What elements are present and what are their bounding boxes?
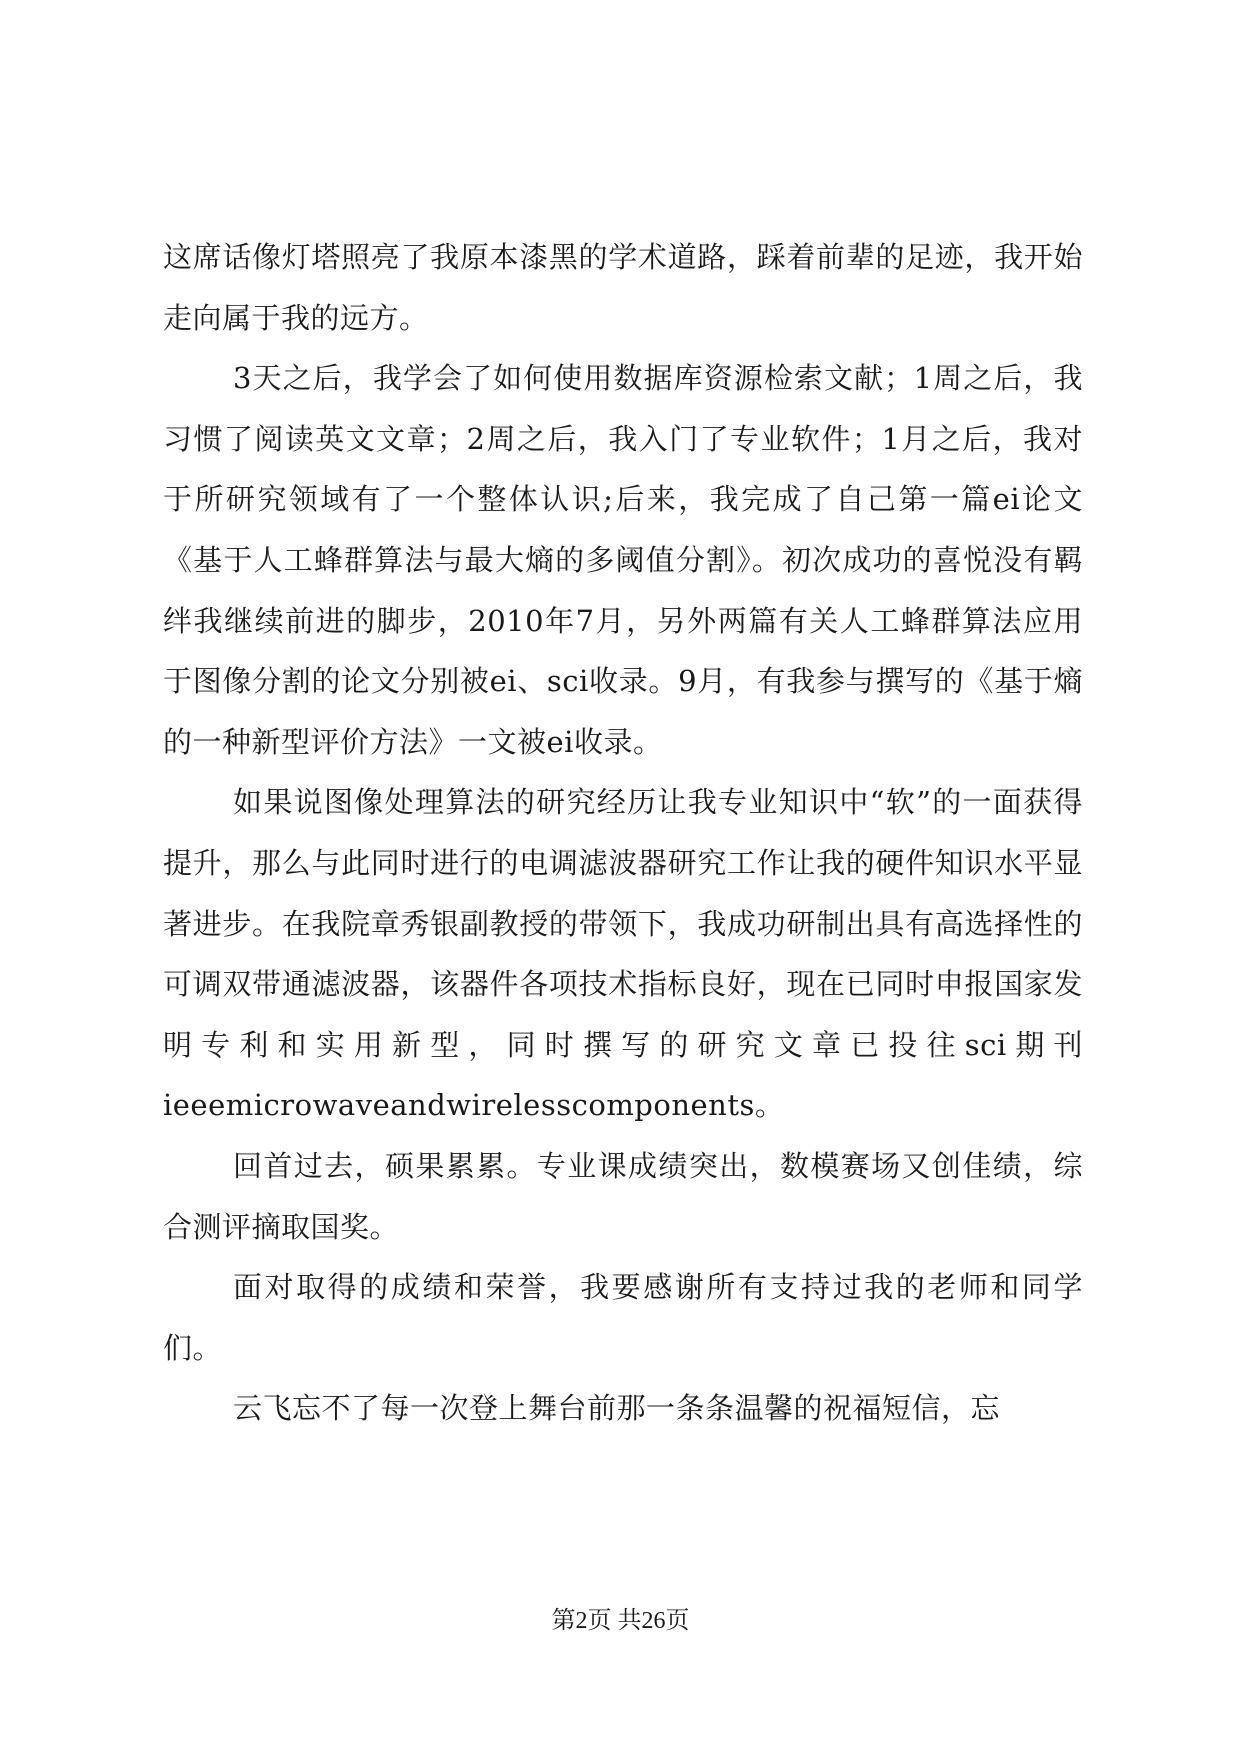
body-text — [163, 227, 1083, 1439]
paragraph-6: 云飞忘不了每一次登上舞台前那一条条温馨的祝福短信，忘 — [233, 1391, 1001, 1426]
paragraph-2: 3天之后，我学会了如何使用数据库资源检索文献；1周之后，我习惯了阅读英文文章；2周之后，我入门了专业软件；1月之后，我对于所研究领域有了一个整体认识;后来，我完成了自己第一篇ei论文《基于人工蜂群算法与最大熵的多阈值分割》。初次成功的喜悦没有羁绊我继续前进的脚步，2010年7月，另外两篇有关人工蜂群算法应用于图像分割的论文分别被ei、sci收录。9月，有我参与撰写的《基于熵的一种新型评价方法》一文被ei收录。 — [163, 361, 1083, 759]
page-footer: 第2页 共26页 — [551, 1608, 690, 1634]
paragraph-1: 这席话像灯塔照亮了我原本漆黑的学术道路，踩着前辈的足迹，我开始走向属于我的远方。 — [163, 240, 1083, 335]
paragraph-3: 如果说图像处理算法的研究经历让我专业知识中“软”的一面获得提升，那么与此同时进行的电调滤波器研究工作让我的硬件知识水平显著进步。在我院章秀银副教授的带领下，我成功研制出具有高选择性的可调双带通滤波器，该器件各项技术指标良好，现在已同时申报国家发明专利和实用新型，同时撰写的研究文章已投往sci期刊ieeemicrowaveandwirelesscomponents。 — [163, 785, 1083, 1123]
paragraph-5: 面对取得的成绩和荣誉，我要感谢所有支持过我的老师和同学们。 — [163, 1270, 1083, 1365]
paragraph-4: 回首过去，硕果累累。专业课成绩突出，数模赛场又创佳绩，综合测评摘取国奖。 — [163, 1148, 1083, 1244]
